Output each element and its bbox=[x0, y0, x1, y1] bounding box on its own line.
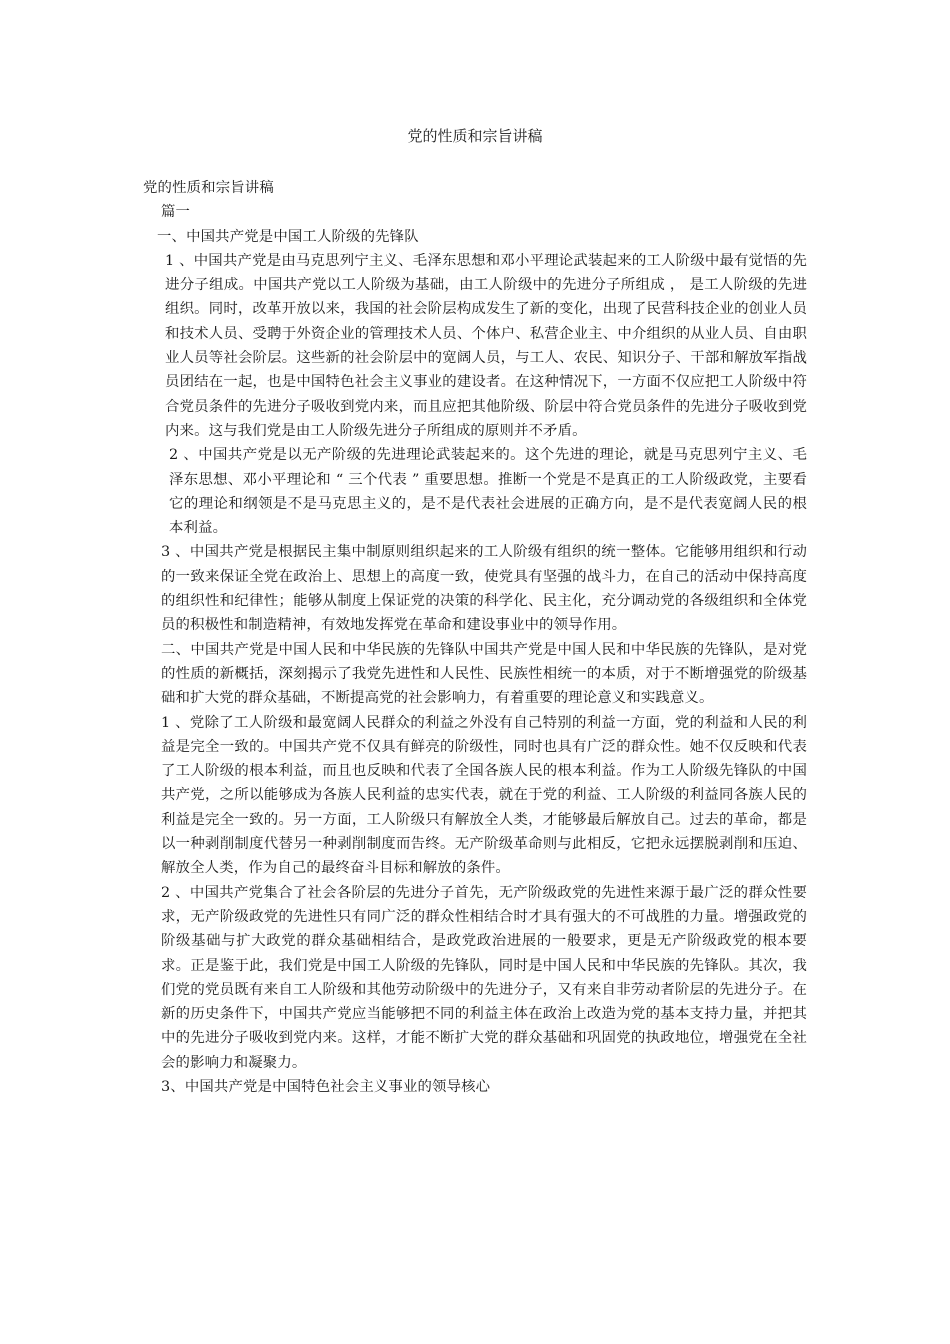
paragraph-2-2: 2 、中国共产党集合了社会各阶层的先进分子首先，无产阶级政党的先进性来源于最广泛的群众性要求，无产阶级政党的先进性只有同广泛的群众性相结合时才具有强大的不可战胜的力量。增强政党的阶级基础与扩大政党的群众基础相结合，是政党政治进展的一般要求，更是无产阶级政党的根本要求。正是鉴于此，我们党是中国工人阶级的先锋队，同时是中国人民和中华民族的先锋队。其次，我们党的党员既有来自工人阶级和其他劳动阶级中的先进分子，又有来自非劳动者阶层的先进分子。在新的历史条件下，中国共产党应当能够把不同的利益主体在政治上改造为党的基本支持力量，并把其中的先进分子吸收到党内来。这样，才能不断扩大党的群众基础和巩固党的执政地位，增强党在全社会的影响力和凝聚力。 bbox=[161, 884, 807, 1071]
paragraph-2-3: 3、中国共产党是中国特色社会主义事业的领导核心 bbox=[161, 1078, 491, 1095]
part-label: 篇一 bbox=[161, 204, 191, 221]
paragraph-1-3: 3 、中国共产党是根据民主集中制原则组织起来的工人阶级有组织的统一整体。它能够用组织和行动的一致来保证全党在政治上、思想上的高度一致，使党具有坚强的战斗力，在自己的活动中保持高度的组织性和纪律性；能够从制度上保证党的决策的科学化、民主化，充分调动党的各级组织和全体党员的积极性和制造精神，有效地发挥党在革命和建设事业中的领导作用。 bbox=[161, 544, 807, 634]
section-2-paragraph: 二、中国共产党是中国人民和中华民族的先锋队中国共产党是中国人民和中华民族的先锋队，是对党的性质的新概括，深刻揭示了我党先进性和人民性、民族性相统一的本质，对于不断增强党的阶级基础和扩大党的群众基础，不断提高党的社会影响力，有着重要的理论意义和实践意义。 bbox=[161, 641, 807, 707]
document-subtitle: 党的性质和宗旨讲稿 bbox=[143, 180, 274, 196]
paragraph-1-2: 2 、中国共产党是以无产阶级的先进理论武装起来的。这个先进的理论，就是马克思列宁主义、毛泽东思想、邓小平理论和 “ 三个代表 ” 重要思想。推断一个党是不是真正的工人阶级政党，主要看它的理论和纲领是不是马克思主义的，是不是代表社会进展的正确方向，是不是代表宽阔人民的根本利益。 bbox=[169, 447, 807, 537]
page-title: 党的性质和宗旨讲稿 bbox=[407, 127, 543, 145]
paragraph-2-1: 1 、党除了工人阶级和最宽阔人民群众的利益之外没有自己特别的利益一方面，党的利益和人民的利益是完全一致的。中国共产党不仅具有鲜亮的阶级性，同时也具有广泛的群众性。她不仅反映和代表了工人阶级的根本利益，而且也反映和代表了全国各族人民的根本利益。作为工人阶级先锋队的中国共产党，之所以能够成为各族人民利益的忠实代表，就在于党的利益、工人阶级的利益同各族人民的利益是完全一致的。另一方面，工人阶级只有解放全人类，才能够最后解放自己。过去的革命，都是以一种剥削制度代替另一种剥削制度而告终。无产阶级革命则与此相反，它把永远摆脱剥削和压迫、解放全人类，作为自己的最终奋斗目标和解放的条件。 bbox=[161, 714, 807, 877]
section-1-heading: 一、中国共产党是中国工人阶级的先锋队 bbox=[157, 228, 419, 245]
document-body bbox=[143, 176, 807, 1099]
paragraph-1-1: 1 、中国共产党是由马克思列宁主义、毛泽东思想和邓小平理论武装起来的工人阶级中最有觉悟的先进分子组成。中国共产党以工人阶级为基础，由工人阶级中的先进分子所组成 ， 是工人阶级的先进组织。同时，改革开放以来，我国的社会阶层构成发生了新的变化，出现了民营科技企业的创业人员和技术人员、受聘于外资企业的管理技术人员、个体户、私营企业主、中介组织的从业人员、自由职业人员等社会阶层。这些新的社会阶层中的宽阔人员，与工人、农民、知识分子、干部和解放军指战员团结在一起，也是中国特色社会主义事业的建设者。在这种情况下，一方面不仅应把工人阶级中符合党员条件的先进分子吸收到党内来，而且应把其他阶级、阶层中符合党员条件的先进分子吸收到党内来。这与我们党是由工人阶级先进分子所组成的原则并不矛盾。 bbox=[165, 252, 807, 439]
